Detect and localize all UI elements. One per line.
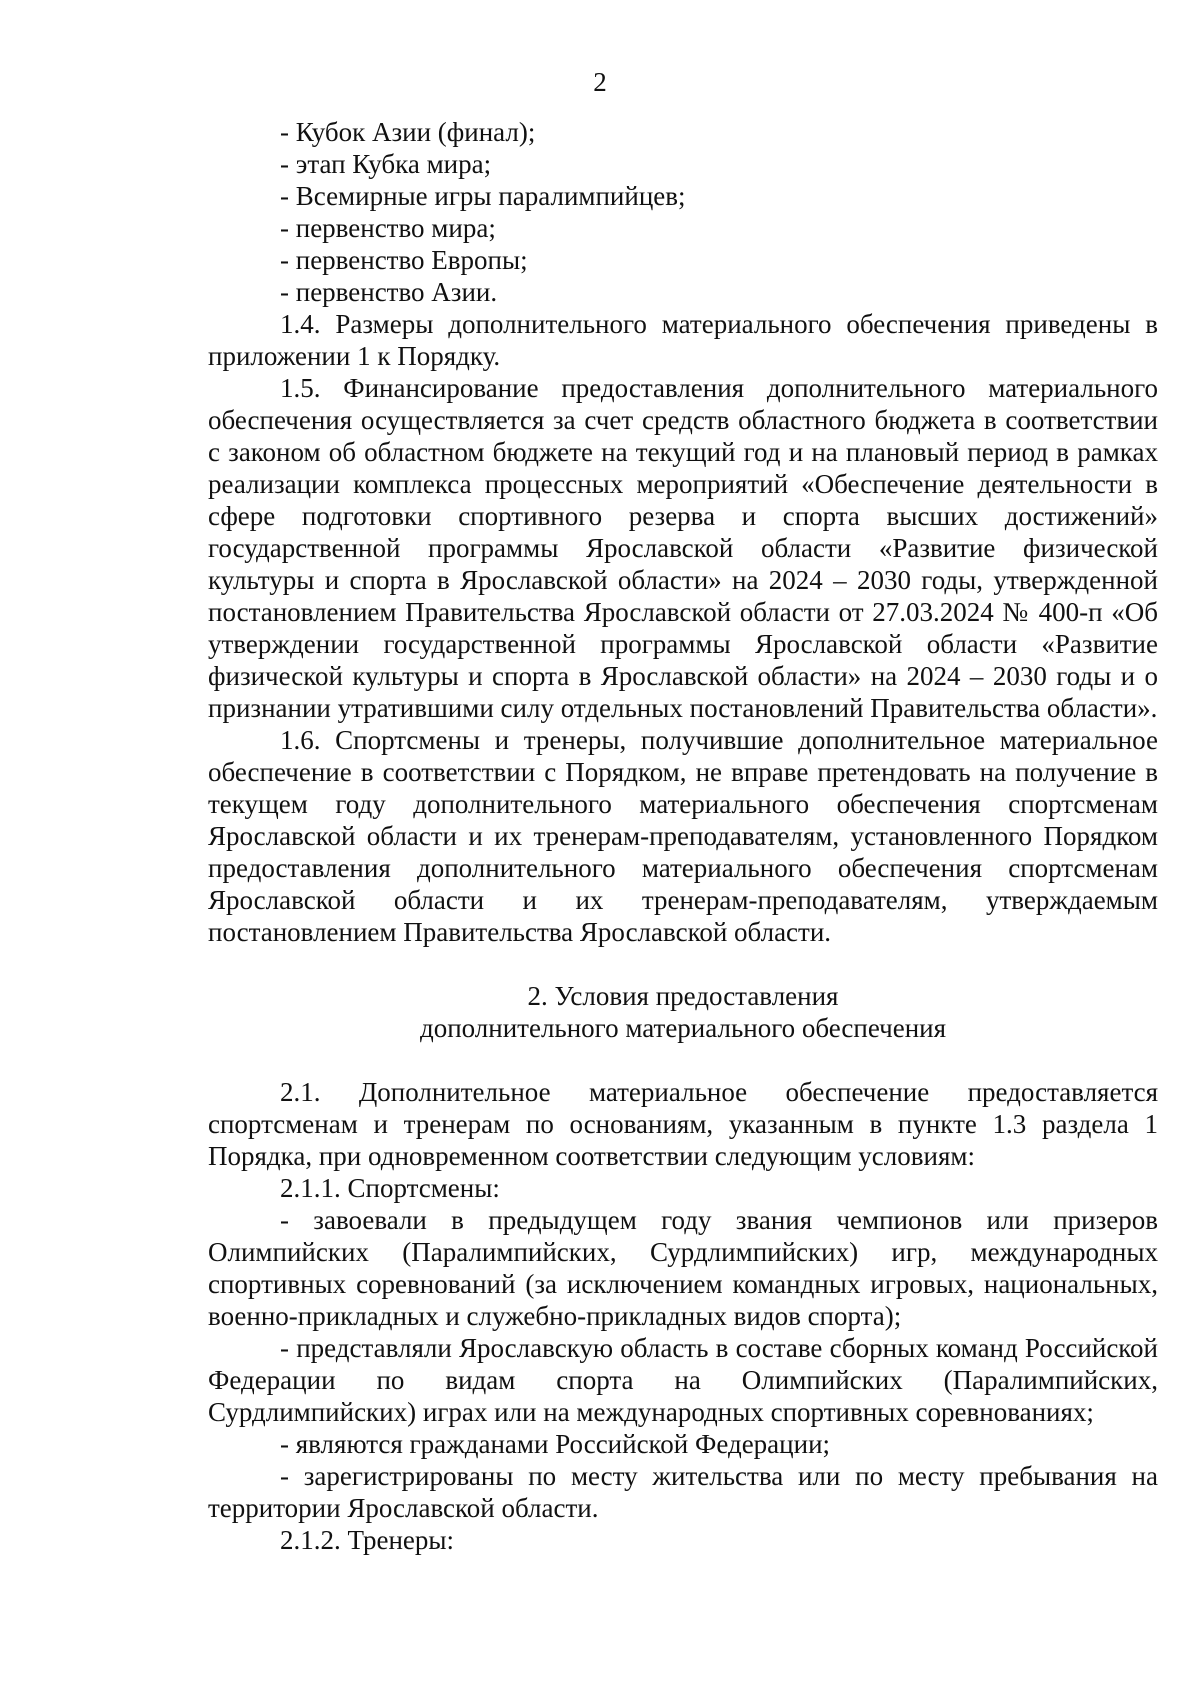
list-item: - первенство Азии. xyxy=(280,277,498,307)
section-2-heading: 2. Условия предоставления xyxy=(527,981,839,1011)
paragraph-1-5: 1.5. Финансирование предоставления дополнительного материального обеспечения осуществляется за счет средств областного бюджета в соответствии с законом об областном бюджете на текущий год и на плановый период в рамках реализации комплекса процессных мероприятий «Обеспечение деятельности в сфере подготовки спортивного резерва и спорта высших достижений» государственной программы Ярославской области «Развитие физической культуры и спорта в Ярославской области» на 2024 – 2030 годы, утвержденной постановлением Правительства Ярославской области от 27.03.2024 № 400-п «Об утверждении государственной программы Ярославской области «Развитие физической культуры и спорта в Ярославской области» на 2024 – 2030 годы и о признании утратившими силу отдельных постановлений Правительства области». xyxy=(208,373,1158,723)
list-item: - зарегистрированы по месту жительства или по месту пребывания на территории Ярославской области. xyxy=(208,1461,1158,1523)
list-item: - Кубок Азии (финал); xyxy=(280,117,536,147)
paragraph-1-4: 1.4. Размеры дополнительного материального обеспечения приведены в приложении 1 к Порядку. xyxy=(208,309,1158,371)
page-number: 2 xyxy=(593,67,607,97)
list-item: - первенство Европы; xyxy=(280,245,528,275)
list-item: - первенство мира; xyxy=(280,213,496,243)
paragraph-2-1-2: 2.1.2. Тренеры: xyxy=(280,1525,455,1555)
paragraph-2-1: 2.1. Дополнительное материальное обеспечение предоставляется спортсменам и тренерам по основаниям, указанным в пункте 1.3 раздела 1 Порядка, при одновременном соответствии следующим условиям: xyxy=(208,1077,1158,1171)
paragraph-1-6: 1.6. Спортсмены и тренеры, получившие дополнительное материальное обеспечение в соответствии с Порядком, не вправе претендовать на получение в текущем году дополнительного материального обеспечения спортсменам Ярославской области и их тренерам-преподавателям, установленного Порядком предоставления дополнительного материального обеспечения спортсменам Ярославской области и их тренерам-преподавателям, утверждаемым постановлением Правительства Ярославской области. xyxy=(208,725,1158,947)
paragraph-2-1-1: 2.1.1. Спортсмены: xyxy=(280,1173,500,1203)
list-item: - представляли Ярославскую область в составе сборных команд Российской Федерации по видам спорта на Олимпийских (Паралимпийских, Сурдлимпийских) играх или на международных спортивных соревнованиях; xyxy=(208,1333,1158,1427)
list-item: - завоевали в предыдущем году звания чемпионов или призеров Олимпийских (Паралимпийских, Сурдлимпийских) игр, международных спортивных соревнований (за исключением командных игровых, национальных, военно-прикладных и служебно-прикладных видов спорта); xyxy=(208,1205,1158,1331)
document-body xyxy=(208,116,1158,1556)
list-item: - этап Кубка мира; xyxy=(280,149,492,179)
competition-list xyxy=(208,116,1158,308)
section-2-subheading: дополнительного материального обеспечения xyxy=(419,1013,947,1043)
athlete-conditions-list xyxy=(208,1204,1158,1524)
list-item: - Всемирные игры паралимпийцев; xyxy=(280,181,686,211)
list-item: - являются гражданами Российской Федерации; xyxy=(280,1429,831,1459)
